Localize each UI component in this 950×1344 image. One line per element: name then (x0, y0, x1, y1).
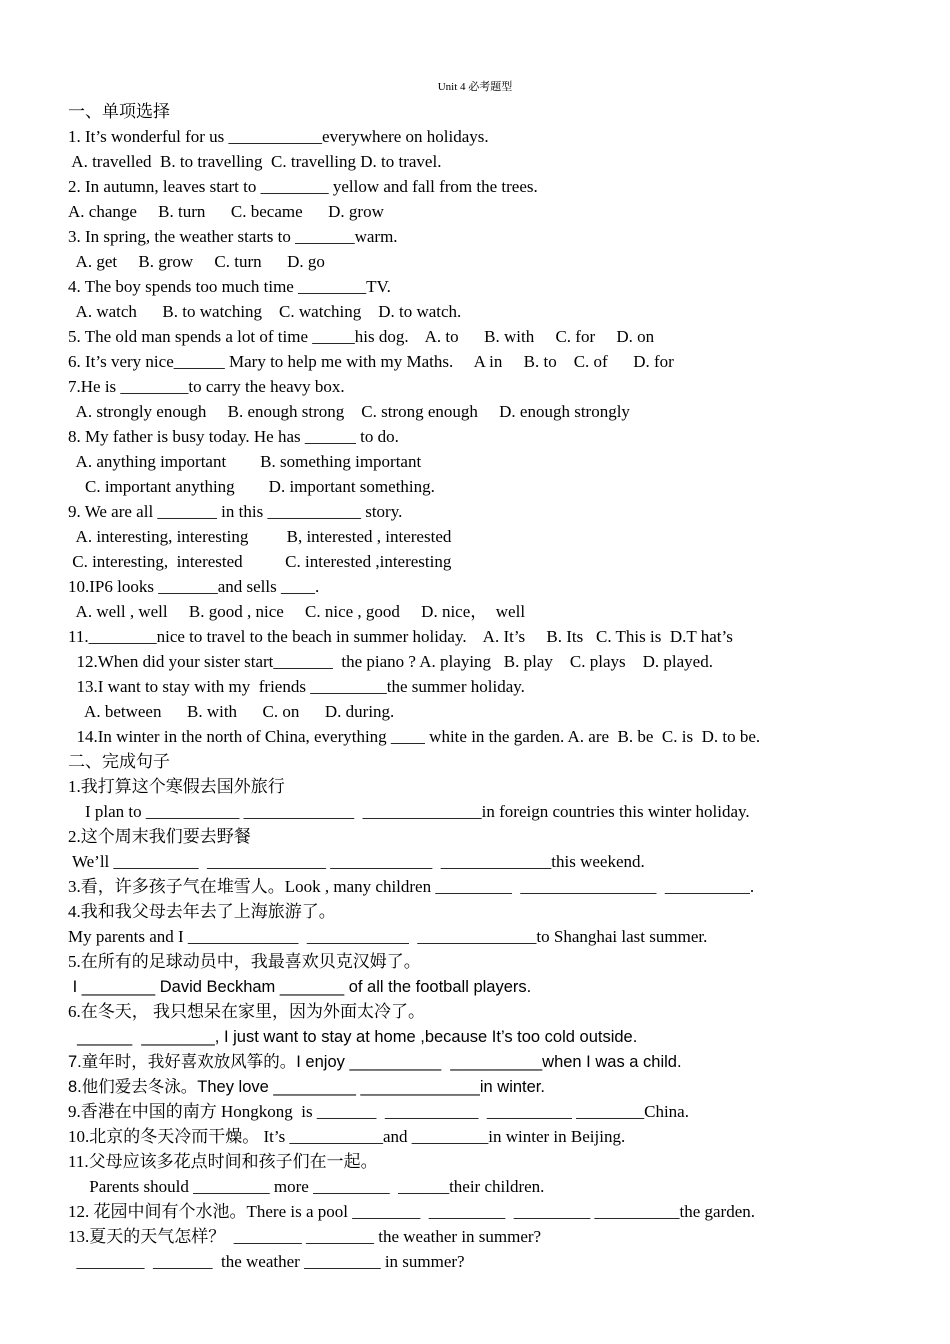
sentence-line: We’ll __________ ______________ ____________ _____________this weekend. (68, 852, 645, 871)
question-line: 3. In spring, the weather starts to _______warm. (68, 227, 398, 246)
sentence-line: I ________ David Beckham _______ of all the football players. (68, 978, 532, 996)
sentence-line: 1.我打算这个寒假去国外旅行 (68, 777, 285, 796)
sentence-line: I plan to ___________ _____________ ______________in foreign countries this winter holiday. (68, 802, 750, 821)
question-line: 6. It’s very nice______ Mary to help me with my Maths. A in B. to C. of D. for (68, 352, 674, 371)
question-line: 10.IP6 looks _______and sells ____. (68, 577, 320, 596)
sentence-line: 6.在冬天， 我只想呆在家里，因为外面太冷了。 (68, 1002, 425, 1021)
sentence-line: 9.香港在中国的南方 Hongkong is _______ ___________ __________ ________China. (68, 1102, 689, 1121)
question-line: 13.I want to stay with my friends _________the summer holiday. (68, 677, 525, 696)
question-line: 8. My father is busy today. He has ______ to do. (68, 427, 399, 446)
question-line: 4. The boy spends too much time ________TV. (68, 277, 391, 296)
question-line: A. travelled B. to travelling C. travelling D. to travel. (68, 152, 442, 171)
section-heading-single-choice: 一、单项选择 (68, 102, 170, 121)
question-line: 9. We are all _______ in this ___________ story. (68, 502, 403, 521)
question-line: 5. The old man spends a lot of time _____his dog. A. to B. with C. for D. on (68, 327, 655, 346)
question-line: A. watch B. to watching C. watching D. to watch. (68, 302, 462, 321)
sentence-line: 10.北京的冬天冷而干燥。 It’s ___________and _________in winter in Beijing. (68, 1127, 626, 1146)
sentence-line: 5.在所有的足球动员中，我最喜欢贝克汉姆了。 (68, 952, 421, 971)
question-line: A. strongly enough B. enough strong C. strong enough D. enough strongly (68, 402, 630, 421)
question-line: 11.________nice to travel to the beach in summer holiday. A. It’s B. Its C. This is D.T hat’s (68, 627, 733, 646)
question-line: A. anything important B. something important (68, 452, 422, 471)
sentence-line: Parents should _________ more _________ ______their children. (68, 1177, 545, 1196)
question-line: C. interesting, interested C. interested ,interesting (68, 552, 452, 571)
question-line: C. important anything D. important something. (68, 477, 435, 496)
question-line: A. well , well B. good , nice C. nice , good D. nice， well (68, 602, 526, 621)
sentence-line: 13.夏天的天气怎样？ ________ ________ the weather in summer? (68, 1227, 542, 1246)
sentence-line: 2.这个周末我们要去野餐 (68, 827, 251, 846)
sentence-line: 11.父母应该多花点时间和孩子们在一起。 (68, 1152, 378, 1171)
sentence-line: ______ ________, I just want to stay at home ,because It’s too cold outside. (68, 1028, 638, 1046)
sentence-line: ________ _______ the weather _________ in summer? (68, 1252, 465, 1271)
page-title: Unit 4 必考题型 (437, 81, 513, 93)
question-line: A. between B. with C. on D. during. (68, 702, 395, 721)
sentence-line: 3.看，许多孩子气在堆雪人。Look , many children _________ ________________ __________. (68, 877, 755, 896)
section-heading-complete-sentences: 二、完成句子 (68, 752, 170, 771)
sentence-line: My parents and I _____________ ____________ ______________to Shanghai last summer. (68, 927, 708, 946)
question-line: A. get B. grow C. turn D. go (68, 252, 325, 271)
question-line: A. change B. turn C. became D. grow (68, 202, 384, 221)
question-line: 7.He is ________to carry the heavy box. (68, 377, 345, 396)
question-line: A. interesting, interesting B, interested , interested (68, 527, 452, 546)
question-line: 1. It’s wonderful for us ___________everywhere on holidays. (68, 127, 489, 146)
question-line: 14.In winter in the north of China, everything ____ white in the garden. A. are B. be C. is D. to be. (68, 727, 761, 746)
question-line: 2. In autumn, leaves start to ________ yellow and fall from the trees. (68, 177, 538, 196)
sentence-line: 7.童年时，我好喜欢放风筝的。I enjoy __________ __________when I was a child. (68, 1053, 682, 1071)
sentence-line: 4.我和我父母去年去了上海旅游了。 (68, 902, 336, 921)
sentence-line: 12. 花园中间有个水池。There is a pool ________ _________ _________ __________the garden. (68, 1202, 756, 1221)
sentence-line: 8.他们爱去冬泳。They love _________ _____________in winter. (68, 1078, 545, 1096)
question-line: 12.When did your sister start_______ the piano ? A. playing B. play C. plays D. played. (68, 652, 713, 671)
